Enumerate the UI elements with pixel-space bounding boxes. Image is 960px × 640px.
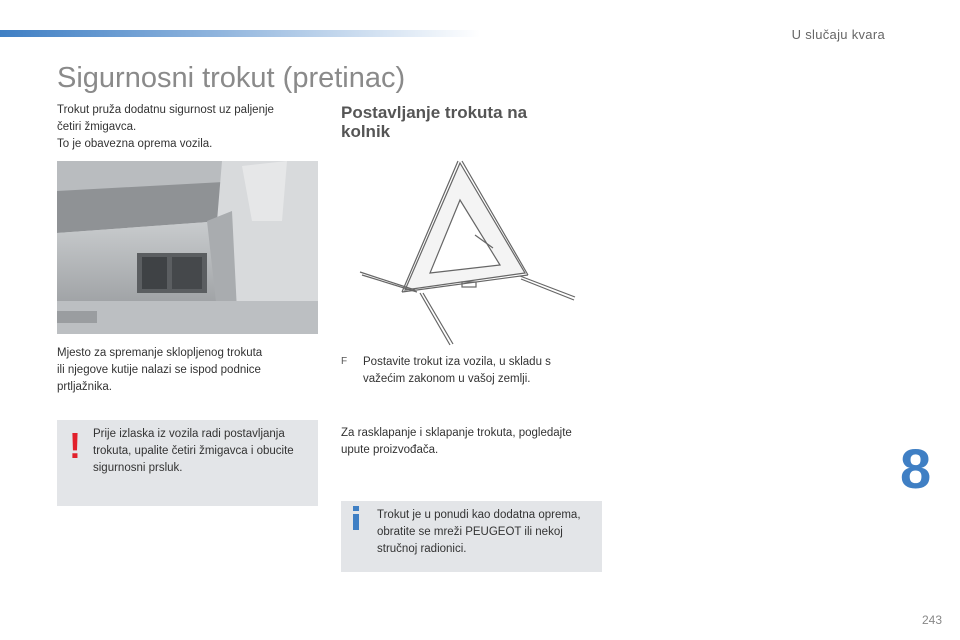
info-box: [341, 501, 602, 572]
trunk-storage-photo: [57, 161, 318, 334]
warning-text: [93, 426, 313, 477]
warning-line: trokuta, upalite četiri žmigavca i obucite: [93, 445, 294, 457]
subheading-line: Postavljanje trokuta na: [341, 103, 528, 122]
info-text: [377, 507, 599, 558]
caption-line: Mjesto za spremanje sklopljenog trokuta: [57, 347, 263, 359]
caption-line: prtljažnika.: [57, 381, 112, 393]
instruction-line: Postavite trokut iza vozila, u skladu s: [363, 356, 551, 368]
chapter-number: 8: [900, 437, 932, 500]
placement-instruction: [363, 354, 593, 388]
section-title: U slučaju kvara: [791, 27, 885, 42]
intro-line: To je obavezna oprema vozila.: [57, 138, 213, 150]
warning-line: sigurnosni prsluk.: [93, 462, 183, 474]
folding-note: [341, 425, 601, 459]
section-subheading: [341, 103, 571, 141]
intro-line: Trokut pruža dodatnu sigurnost uz paljenje: [57, 104, 274, 116]
subheading-line: kolnik: [341, 122, 391, 141]
intro-line: četiri žmigavca.: [57, 121, 137, 133]
folding-line: Za rasklapanje i sklapanje trokuta, pogledajte: [341, 427, 572, 439]
info-line: obratite se mreži PEUGEOT ili nekoj: [377, 526, 563, 538]
folding-line: upute proizvođača.: [341, 444, 439, 456]
storage-caption: [57, 345, 317, 396]
header-gradient-bar: [0, 30, 480, 37]
page-title: Sigurnosni trokut (pretinac): [57, 62, 406, 94]
info-line: Trokut je u ponudi kao dodatna oprema,: [377, 509, 581, 521]
warning-box: [57, 420, 318, 506]
caption-line: ili njegove kutije nalazi se ispod podnice: [57, 364, 261, 376]
warning-line: Prije izlaska iz vozila radi postavljanja: [93, 428, 285, 440]
warning-triangle-illustration: [350, 155, 590, 350]
info-line: stručnoj radionici.: [377, 543, 467, 555]
exclamation-icon: !: [69, 425, 81, 466]
intro-paragraph: [57, 102, 312, 153]
info-icon: [351, 506, 361, 530]
instruction-line: važećim zakonom u vašoj zemlji.: [363, 373, 531, 385]
bullet-marker: F: [341, 356, 348, 367]
page-number: 243: [921, 613, 942, 627]
